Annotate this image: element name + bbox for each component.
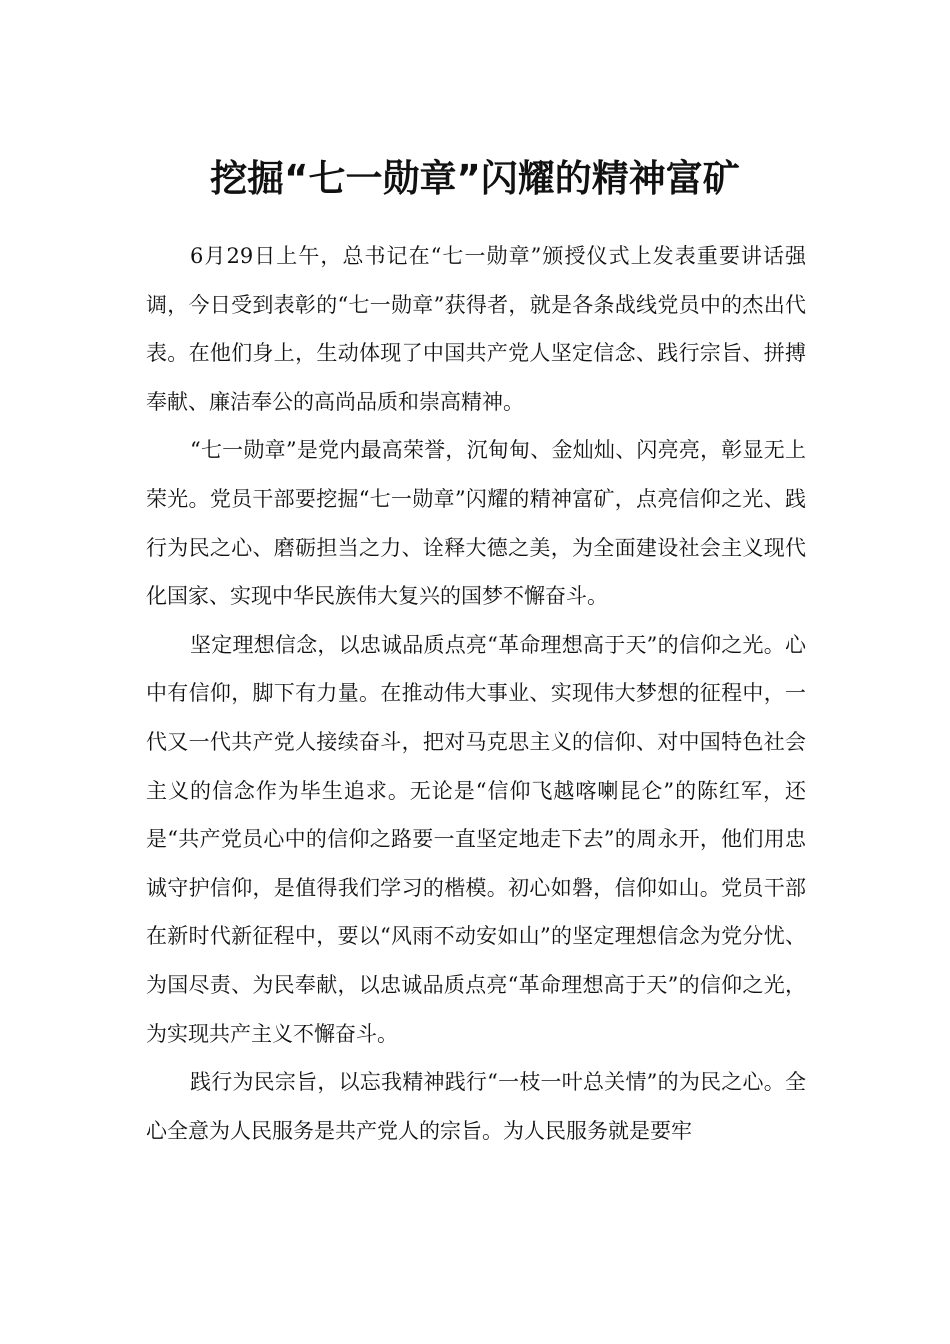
paragraph-1: 6月29日上午，总书记在“七一勋章”颁授仪式上发表重要讲话强调，今日受到表彰的“七一勋章”获得者，就是各条战线党员中的杰出代表。在他们身上，生动体现了中国共产党人坚定信念、践行宗旨、拼搏奉献、廉洁奉公的高尚品质和崇高精神。 bbox=[146, 244, 806, 414]
paragraph-2: “七一勋章”是党内最高荣誉，沉甸甸、金灿灿、闪亮亮，彰显无上荣光。党员干部要挖掘“七一勋章”闪耀的精神富矿，点亮信仰之光、践行为民之心、磨砺担当之力、诠释大德之美，为全面建设社会主义现代化国家、实现中华民族伟大复兴的国梦不懈奋斗。 bbox=[146, 438, 806, 609]
document-body bbox=[146, 232, 806, 1155]
document-title: 挖掘“七一勋章”闪耀的精神富矿 bbox=[210, 156, 740, 200]
paragraph-4: 践行为民宗旨，以忘我精神践行“一枝一叶总关情”的为民之心。全心全意为人民服务是共产党人的宗旨。为人民服务就是要牢 bbox=[146, 1070, 806, 1143]
paragraph-3: 坚定理想信念，以忠诚品质点亮“革命理想高于天”的信仰之光。心中有信仰，脚下有力量。在推动伟大事业、实现伟大梦想的征程中，一代又一代共产党人接续奋斗，把对马克思主义的信仰、对中国特色社会主义的信念作为毕生追求。无论是“信仰飞越喀喇昆仑”的陈红军，还是“共产党员心中的信仰之路要一直坚定地走下去”的周永开，他们用忠诚守护信仰，是值得我们学习的楷模。初心如磐，信仰如山。党员干部在新时代新征程中，要以“风雨不动安如山”的坚定理想信念为党分忧、为国尽责、为民奉献，以忠诚品质点亮“革命理想高于天”的信仰之光，为实现共产主义不懈奋斗。 bbox=[146, 632, 806, 1046]
